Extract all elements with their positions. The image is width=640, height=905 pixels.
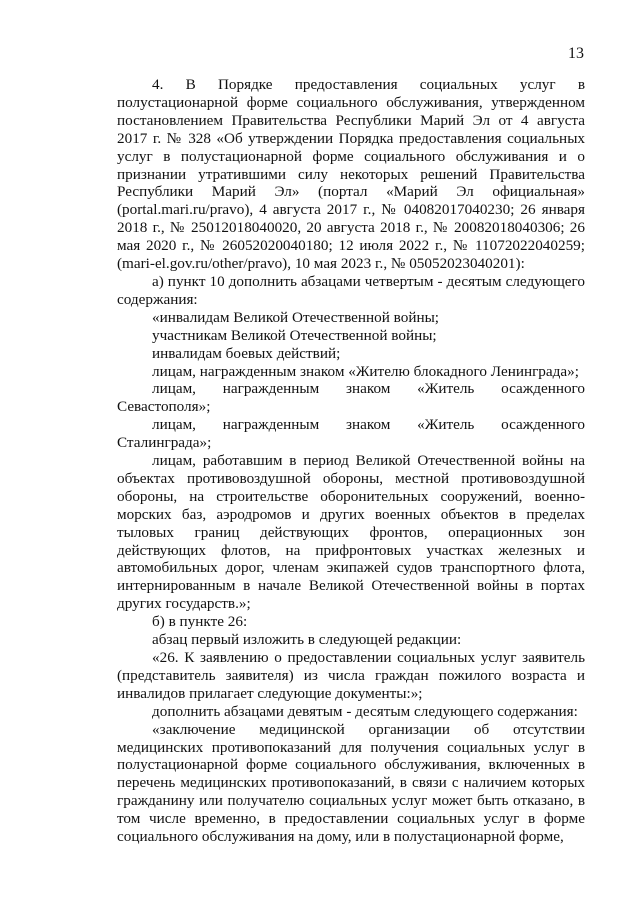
- paragraph-quote-26: «26. К заявлению о предоставлении социальных услуг заявитель (представитель заявителя) из числа граждан пожилого возраста и инвалидов прилагает следующие документы:»;: [117, 649, 585, 702]
- paragraph-list-entry: инвалидам боевых действий;: [152, 344, 341, 362]
- paragraph-instruction: абзац первый изложить в следующей редакции:: [152, 631, 462, 649]
- page-number: 13: [568, 45, 584, 62]
- paragraph-subitem-a: а) пункт 10 дополнить абзацами четвертым - десятым следующего содержания:: [117, 272, 585, 308]
- paragraph-instruction: дополнить абзацами девятым - десятым следующего содержания:: [152, 702, 578, 720]
- document-body: [117, 76, 585, 846]
- paragraph-subitem-b: б) в пункте 26:: [152, 613, 248, 631]
- paragraph-list-entry: лицам, награжденным знаком «Житель осажденного Севастополя»;: [117, 380, 585, 416]
- paragraph-list-entry: лицам, работавшим в период Великой Отечественной войны на объектах противовоздушной обороны, местной противовоздушной обороны, на строительстве оборонительных сооружений, военно-морских баз, аэродромов и других военных объектов в пределах тыловых границ действующих фронтов, операционных зон действующих флотов, на прифронтовых участках железных и автомобильных дорог, членам экипажей судов транспортного флота, интернированным в начале Великой Отечественной войны в портах других государств.»;: [117, 452, 585, 613]
- paragraph-list-entry: участникам Великой Отечественной войны;: [152, 326, 437, 344]
- paragraph-item-4: 4. В Порядке предоставления социальных услуг в полустационарной форме социального обслуживания, утвержденном постановлением Правительства Республики Марий Эл от 4 августа 2017 г. № 328 «Об утверждении Порядка предоставления социальных услуг в полустационарной форме социального обслуживания и о признании утратившими силу некоторых решений Правительства Республики Марий Эл» (портал «Марий Эл официальная» (portal.mari.ru/pravo), 4 августа 2017 г., № 04082017040230; 26 января 2018 г., № 25012018040020, 20 августа 2018 г., № 20082018040306; 26 мая 2020 г., № 26052020040180; 12 июля 2022 г., № 11072022040259; (mari-el.gov.ru/other/pravo), 10 мая 2023 г., № 05052023040201):: [117, 76, 585, 273]
- paragraph-list-entry: лицам, награжденным знаком «Житель осажденного Сталинграда»;: [117, 416, 585, 452]
- paragraph-list-entry: «инвалидам Великой Отечественной войны;: [152, 308, 440, 326]
- paragraph-quote-conclusion: «заключение медицинской организации об отсутствии медицинских противопоказаний для получения социальных услуг в полустационарной форме социального обслуживания, включенных в перечень медицинских противопоказаний, в связи с наличием которых гражданину или получателю социальных услуг может быть отказано, в том числе временно, в предоставлении социальных услуг в форме социального обслуживания на дому, или в полустационарной форме,: [117, 720, 585, 846]
- paragraph-list-entry: лицам, награжденным знаком «Жителю блокадного Ленинграда»;: [152, 362, 579, 380]
